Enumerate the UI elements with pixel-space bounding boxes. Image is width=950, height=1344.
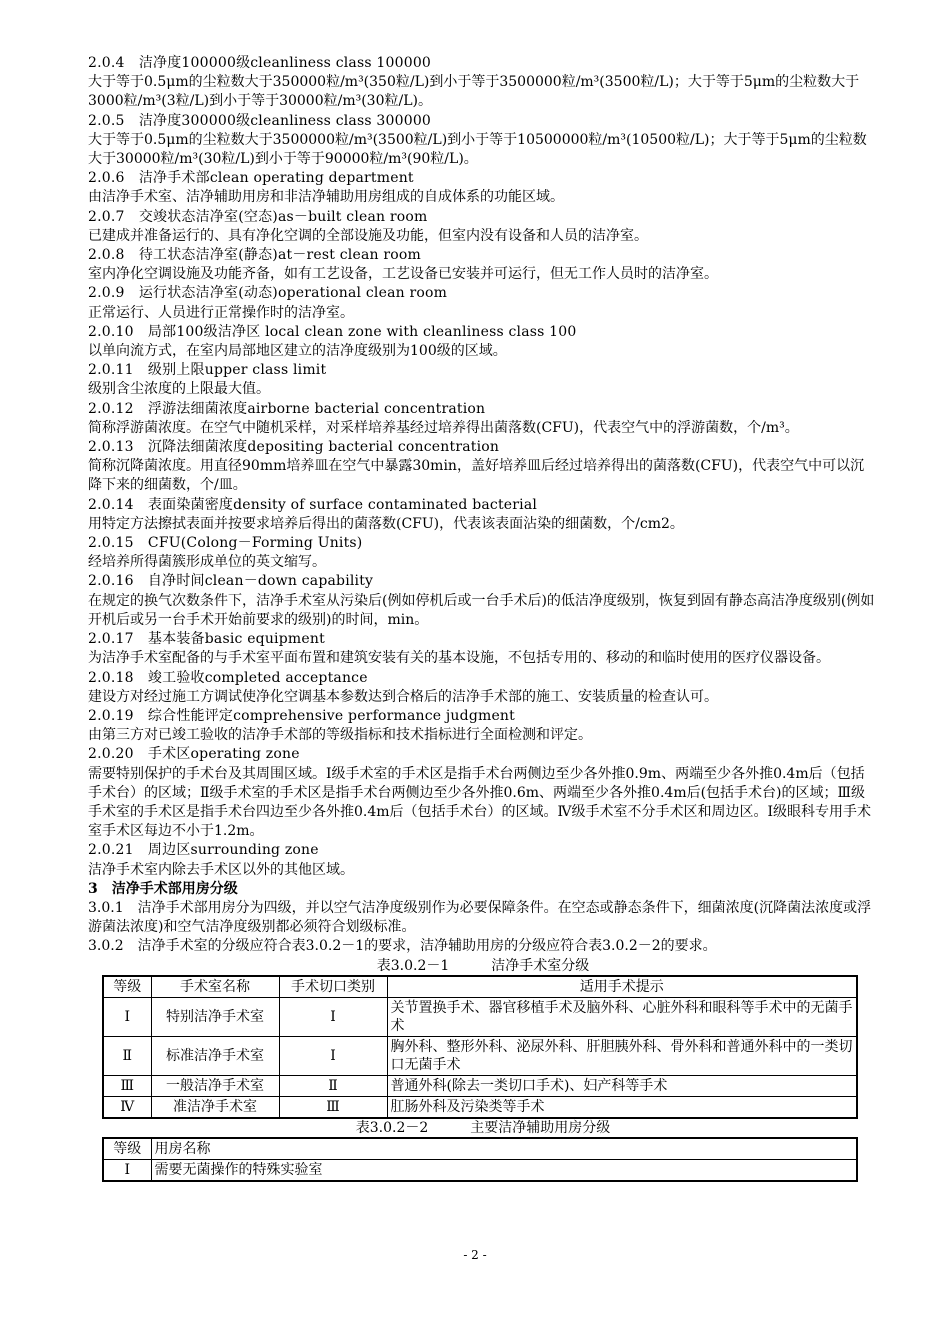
table-auxiliary-room-grades [102,1137,858,1182]
body-paragraph: 以单向流方式，在室内局部地区建立的洁净度级别为100级的区域。 [88,343,507,360]
body-paragraph: 大于等于0.5μm的尘粒数大于350000粒/m³(350粒/L)到小于等于3500000粒/m³(3500粒/L)；大于等于5μm的尘粒数大于3000粒/m³(3粒/L)到小于等于30000粒/m³(30粒/L)。 [88,74,860,110]
body-paragraph: 3.0.2 洁净手术室的分级应符合表3.0.2－1的要求，洁净辅助用房的分级应符合表3.0.2－2的要求。 [88,938,717,955]
document-page [88,54,878,1182]
term-heading: 2.0.8 待工状态洁净室(静态)at－rest clean room [88,247,421,264]
body-paragraph: 用特定方法擦拭表面并按要求培养后得出的菌落数(CFU)，代表该表面沾染的细菌数，个/cm2。 [88,515,684,532]
cell-incision-class: Ⅰ [279,1036,387,1075]
cell-room-name: 准洁净手术室 [151,1096,279,1118]
table-header-row [103,1138,857,1160]
body-paragraph: 级别含尘浓度的上限最大值。 [88,381,270,398]
cell-room-name: 一般洁净手术室 [151,1075,279,1096]
body-paragraph: 室内净化空调设施及功能齐备，如有工艺设备，工艺设备已安装并可运行，但无工作人员时的洁净室。 [88,266,718,283]
cell-applicable-surgery: 胸外科、整形外科、泌尿外科、肝胆胰外科、骨外科和普通外科中的一类切口无菌手术 [387,1036,857,1075]
term-heading: 2.0.9 运行状态洁净室(动态)operational clean room [88,285,448,302]
table-row [103,1159,857,1181]
table-header-row [103,976,857,998]
cell-incision-class: Ⅰ [279,997,387,1036]
term-heading: 2.0.10 局部100级洁净区 local clean zone with cleanliness class 100 [88,323,577,340]
header-applicable-surgery: 适用手术提示 [387,976,857,998]
table2-caption: 表3.0.2－2 主要洁净辅助用房分级 [355,1119,611,1136]
header-grade: 等级 [103,976,151,998]
header-grade: 等级 [103,1138,151,1160]
body-paragraph: 正常运行、人员进行正常操作时的洁净室。 [88,304,354,321]
body-paragraph: 建设方对经过施工方调试使净化空调基本参数达到合格后的洁净手术部的施工、安装质量的检查认可。 [88,688,718,705]
cell-applicable-surgery: 肛肠外科及污染类等手术 [387,1096,857,1118]
table1-caption: 表3.0.2－1 洁净手术室分级 [376,957,590,974]
section-heading: 3 洁净手术部用房分级 [88,880,238,897]
table-clean-operating-room-grades [102,975,858,1119]
cell-grade: Ⅰ [103,1159,151,1181]
term-heading: 2.0.20 手术区operating zone [88,746,300,763]
page-number: - 2 - [463,1248,487,1262]
term-heading: 2.0.19 综合性能评定comprehensive performance judgment [88,707,515,724]
body-paragraph: 大于等于0.5μm的尘粒数大于3500000粒/m³(3500粒/L)到小于等于10500000粒/m³(10500粒/L)；大于等于5μm的尘粒数大于30000粒/m³(30粒/L)到小于等于90000粒/m³(90粒/L)。 [88,131,867,168]
cell-applicable-surgery: 普通外科(除去一类切口手术)、妇产科等手术 [387,1075,857,1096]
cell-room-name: 标准洁净手术室 [151,1036,279,1075]
cell-grade: Ⅳ [103,1096,151,1118]
body-paragraph: 为洁净手术室配备的与手术室平面布置和建筑安装有关的基本设施，不包括专用的、移动的和临时使用的医疗仪器设备。 [88,650,830,667]
table-row [103,997,857,1036]
body-paragraph: 在规定的换气次数条件下，洁净手术室从污染后(例如停机后或一台手术后)的低洁净度级别，恢复到固有静态高洁净度级别(例如开机后或另一台手术开始前要求的级别)的时间，min。 [88,592,875,628]
term-heading: 2.0.13 沉降法细菌浓度depositing bacterial concentration [88,439,500,456]
header-room-name: 手术室名称 [151,976,279,998]
term-heading: 2.0.4 洁净度100000级cleanliness class 100000 [88,55,432,71]
body-paragraph: 3.0.1 洁净手术部用房分为四级，并以空气洁净度级别作为必要保障条件。在空态或静态条件下，细菌浓度(沉降菌法浓度或浮游菌法浓度)和空气洁净度级别都必须符合划级标准。 [88,899,872,936]
term-heading: 2.0.12 浮游法细菌浓度airborne bacterial concentration [88,400,486,417]
body-paragraph: 由第三方对已竣工验收的洁净手术部的等级指标和技术指标进行全面检测和评定。 [88,727,592,744]
body-paragraph: 经培养所得菌簇形成单位的英文缩写。 [88,554,326,571]
term-heading: 2.0.14 表面染菌密度density of surface contaminated bacterial [88,496,538,513]
table-row [103,1096,857,1118]
body-paragraph: 已建成并准备运行的、具有净化空调的全部设施及功能，但室内没有设备和人员的洁净室。 [88,227,648,244]
term-heading: 2.0.7 交竣状态洁净室(空态)as－built clean room [88,208,428,225]
body-paragraph: 由洁净手术室、洁净辅助用房和非洁净辅助用房组成的自成体系的功能区域。 [88,189,564,206]
header-room-use: 用房名称 [151,1138,857,1160]
body-paragraph: 简称浮游菌浓度。在空气中随机采样，对采样培养基经过培养得出菌落数(CFU)，代表空气中的浮游菌数，个/m³。 [88,419,799,436]
body-paragraph: 洁净手术室内除去手术区以外的其他区域。 [88,861,354,878]
body-paragraph: 需要特别保护的手术台及其周围区域。Ⅰ级手术室的手术区是指手术台两侧边至少各外推0.9m、两端至少各外推0.4m后（包括手术台）的区域；Ⅱ级手术室的手术区是指手术台两侧边至少各外推0.6m、两端至少各外推0.4m后(包括手术台)的区域；Ⅲ级手术室的手术区是指手术台四边至少各外推0.4m后（包括手术台）的区域。Ⅳ级手术室不分手术区和周边区。Ⅰ级眼科专用手术室手术区每边不小于1.2m。 [88,765,872,840]
cell-grade: Ⅲ [103,1075,151,1096]
term-heading: 2.0.17 基本装备basic equipment [88,631,325,648]
table-row [103,1075,857,1096]
cell-incision-class: Ⅲ [279,1096,387,1118]
term-heading: 2.0.5 洁净度300000级cleanliness class 300000 [88,112,432,129]
paragraph-container [88,54,878,957]
term-heading: 2.0.6 洁净手术部clean operating department [88,170,414,187]
body-paragraph: 简称沉降菌浓度。用直径90mm培养皿在空气中暴露30min，盖好培养皿后经过培养得出的菌落数(CFU)，代表空气中可以沉降下来的细菌数，个/皿。 [88,458,865,494]
cell-incision-class: Ⅱ [279,1075,387,1096]
cell-grade: Ⅱ [103,1036,151,1075]
table-row [103,1036,857,1075]
term-heading: 2.0.21 周边区surrounding zone [88,842,319,859]
header-incision-class: 手术切口类别 [279,976,387,998]
term-heading: 2.0.18 竣工验收completed acceptance [88,669,368,686]
term-heading: 2.0.16 自净时间clean－down capability [88,573,374,590]
cell-grade: Ⅰ [103,997,151,1036]
term-heading: 2.0.11 级别上限upper class limit [88,362,327,379]
term-heading: 2.0.15 CFU(Colong－Forming Units) [88,535,363,552]
cell-applicable-surgery: 关节置换手术、器官移植手术及脑外科、心脏外科和眼科等手术中的无菌手术 [387,997,857,1036]
cell-room-use: 需要无菌操作的特殊实验室 [151,1159,857,1181]
cell-room-name: 特别洁净手术室 [151,997,279,1036]
